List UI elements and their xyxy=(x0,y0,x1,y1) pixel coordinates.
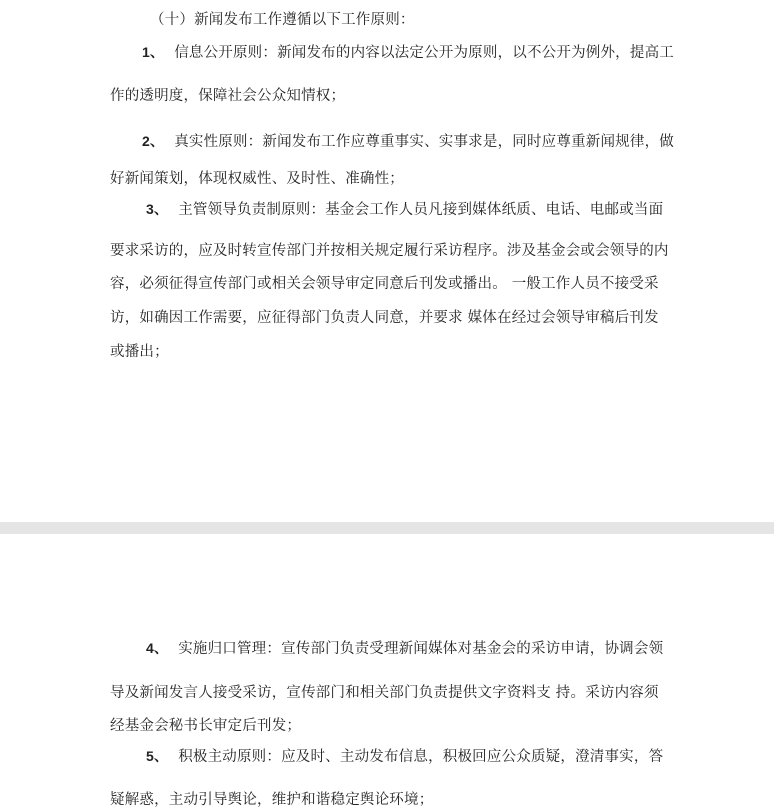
paragraph-item-5-line-1 xyxy=(146,746,663,767)
paragraph-item-1-line-1 xyxy=(142,42,674,63)
paragraph-item-3-line-5: 或播出； xyxy=(110,344,169,360)
paragraph-item-3-line-2: 要求采访的，应及时转宣传部门并按相关规定履行采访程序。涉及基金会或会领导的内 xyxy=(110,243,669,259)
paragraph-item-4-line-2: 导及新闻发言人接受采访，宣传部门和相关部门负责提供文字资料支 持。采访内容须 xyxy=(110,685,659,701)
page-separator xyxy=(0,522,774,534)
item-number: 3、 xyxy=(146,201,169,217)
section-heading: （十）新闻发布工作遵循以下工作原则： xyxy=(150,12,415,28)
paragraph-item-4-line-3: 经基金会秘书长审定后刊发； xyxy=(110,718,302,734)
paragraph-item-2-line-1 xyxy=(142,131,674,152)
paragraph-item-3-line-4: 访，如确因工作需要，应征得部门负责人同意，并要求 媒体在经过会领导审稿后刊发 xyxy=(110,310,659,326)
paragraph-item-3-line-1 xyxy=(146,199,663,220)
item-number: 2、 xyxy=(142,133,165,149)
paragraph-text: 实施归口管理：宣传部门负责受理新闻媒体对基金会的采访申请，协调会领 xyxy=(178,641,664,657)
paragraph-text: 信息公开原则：新闻发布的内容以法定公开为原则，以不公开为例外，提高工 xyxy=(174,45,674,61)
paragraph-text: 主管领导负责制原则：基金会工作人员凡接到媒体纸质、电话、电邮或当面 xyxy=(178,202,664,218)
document-page-2 xyxy=(0,534,774,812)
paragraph-item-3-line-3: 容，必须征得宣传部门或相关会领导审定同意后刊发或播出。 一般工作人员不接受采 xyxy=(110,276,659,292)
item-number: 5、 xyxy=(146,748,169,764)
paragraph-text: 积极主动原则：应及时、主动发布信息，积极回应公众质疑，澄清事实，答 xyxy=(178,749,664,765)
paragraph-item-4-line-1 xyxy=(146,638,663,659)
paragraph-item-1-line-2: 作的透明度，保障社会公众知情权； xyxy=(110,88,346,104)
item-number: 4、 xyxy=(146,640,169,656)
paragraph-item-5-line-2: 疑解惑，主动引导舆论，维护和谐稳定舆论环境； xyxy=(110,792,434,808)
item-number: 1、 xyxy=(142,44,165,60)
paragraph-item-2-line-2: 好新闻策划，体现权威性、及时性、准确性； xyxy=(110,171,404,187)
paragraph-text: 真实性原则：新闻发布工作应尊重事实、实事求是，同时应尊重新闻规律，做 xyxy=(174,134,674,150)
